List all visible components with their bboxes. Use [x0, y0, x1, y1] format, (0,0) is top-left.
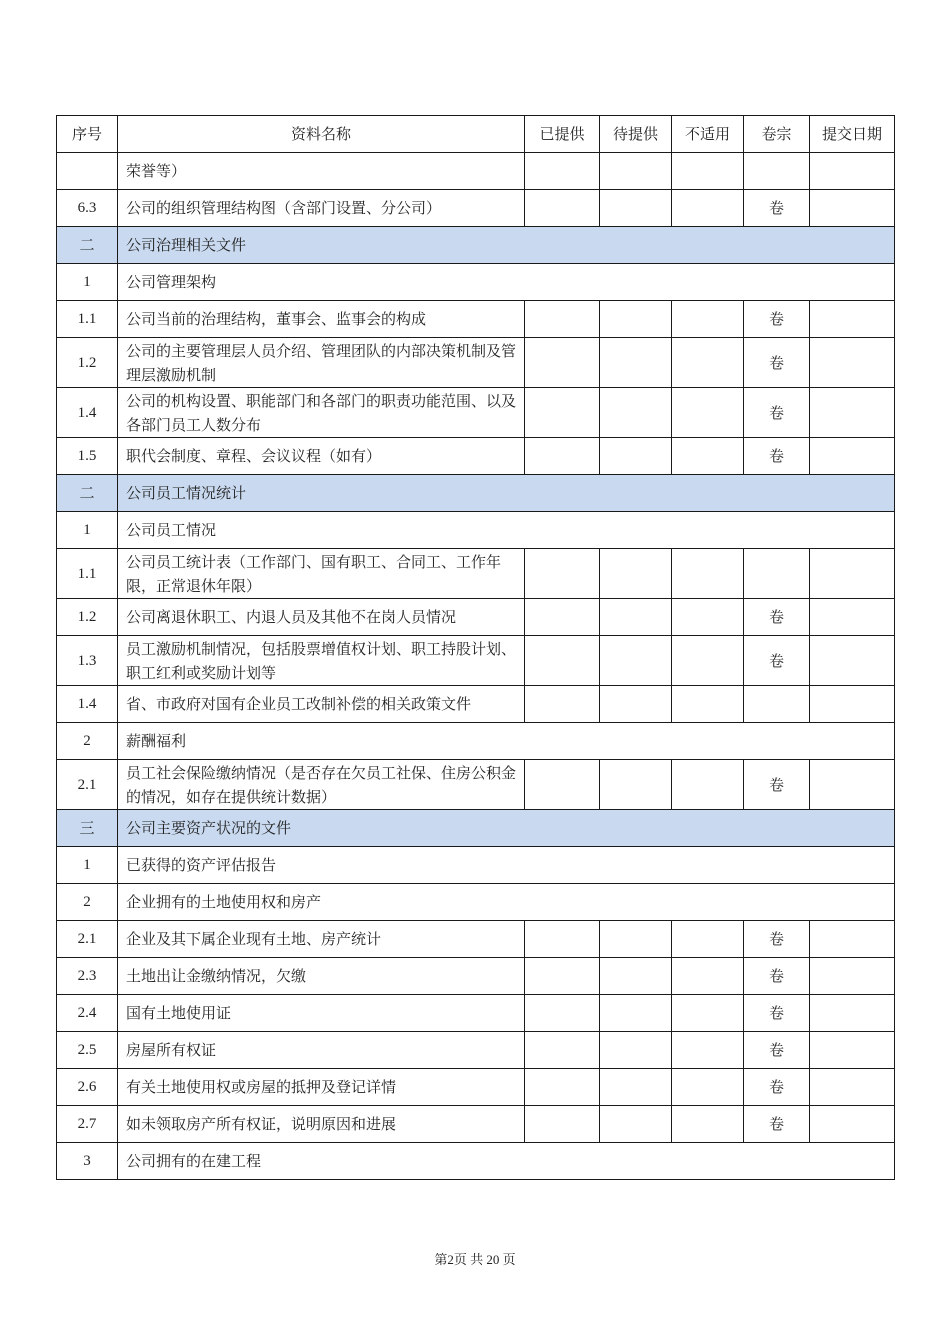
dossier-mark: 卷 — [744, 1032, 810, 1069]
dossier-mark: 卷 — [744, 1069, 810, 1106]
group-title: 已获得的资产评估报告 — [118, 847, 895, 884]
section-number: 三 — [57, 810, 118, 847]
section-number: 二 — [57, 475, 118, 512]
submit-date-cell — [810, 1069, 895, 1106]
section-header-row — [57, 227, 895, 264]
not-applicable-cell — [672, 686, 744, 723]
provided-cell — [525, 438, 600, 475]
table-row — [57, 438, 895, 475]
section-number: 二 — [57, 227, 118, 264]
table-row — [57, 958, 895, 995]
item-number: 2.1 — [57, 760, 118, 810]
dossier-mark: 卷 — [744, 760, 810, 810]
submit-date-cell — [810, 388, 895, 438]
item-name: 房屋所有权证 — [118, 1032, 525, 1069]
pending-cell — [600, 1069, 672, 1106]
group-number: 1 — [57, 847, 118, 884]
table-row — [57, 760, 895, 810]
table-row — [57, 301, 895, 338]
table-row — [57, 549, 895, 599]
group-number: 1 — [57, 512, 118, 549]
not-applicable-cell — [672, 1032, 744, 1069]
item-number: 2.4 — [57, 995, 118, 1032]
pending-cell — [600, 599, 672, 636]
item-number: 1.2 — [57, 338, 118, 388]
submit-date-cell — [810, 995, 895, 1032]
item-number: 2.6 — [57, 1069, 118, 1106]
not-applicable-cell — [672, 301, 744, 338]
group-row — [57, 512, 895, 549]
dossier-mark: 卷 — [744, 388, 810, 438]
item-name: 公司的组织管理结构图（含部门设置、分公司） — [118, 190, 525, 227]
item-name: 员工社会保险缴纳情况（是否存在欠员工社保、住房公积金的情况，如存在提供统计数据） — [118, 760, 525, 810]
dossier-mark: 卷 — [744, 995, 810, 1032]
item-name: 职代会制度、章程、会议议程（如有） — [118, 438, 525, 475]
item-name: 公司员工统计表（工作部门、国有职工、合同工、工作年限，正常退休年限） — [118, 549, 525, 599]
not-applicable-cell — [672, 958, 744, 995]
item-name: 公司的主要管理层人员介绍、管理团队的内部决策机制及管理层激励机制 — [118, 338, 525, 388]
not-applicable-cell — [672, 995, 744, 1032]
provided-cell — [525, 301, 600, 338]
pending-cell — [600, 958, 672, 995]
table-row — [57, 921, 895, 958]
group-title: 公司管理架构 — [118, 264, 895, 301]
dossier-mark: 卷 — [744, 338, 810, 388]
item-number: 2.1 — [57, 921, 118, 958]
item-number: 1.1 — [57, 301, 118, 338]
not-applicable-cell — [672, 338, 744, 388]
pending-cell — [600, 388, 672, 438]
item-number: 1.2 — [57, 599, 118, 636]
item-name: 员工激励机制情况，包括股票增值权计划、职工持股计划、职工红利或奖励计划等 — [118, 636, 525, 686]
pending-cell — [600, 636, 672, 686]
provided-cell — [525, 599, 600, 636]
not-applicable-cell — [672, 438, 744, 475]
item-name: 省、市政府对国有企业员工改制补偿的相关政策文件 — [118, 686, 525, 723]
group-number: 3 — [57, 1143, 118, 1180]
not-applicable-cell — [672, 599, 744, 636]
submit-date-cell — [810, 1106, 895, 1143]
table-row — [57, 636, 895, 686]
item-name: 土地出让金缴纳情况，欠缴 — [118, 958, 525, 995]
item-name: 公司离退休职工、内退人员及其他不在岗人员情况 — [118, 599, 525, 636]
not-applicable-cell — [672, 760, 744, 810]
group-title: 公司员工情况 — [118, 512, 895, 549]
table-row — [57, 599, 895, 636]
pending-cell — [600, 190, 672, 227]
dossier-mark: 卷 — [744, 599, 810, 636]
header-submit-date: 提交日期 — [810, 116, 895, 153]
provided-cell — [525, 921, 600, 958]
header-dossier: 卷宗 — [744, 116, 810, 153]
item-name: 国有土地使用证 — [118, 995, 525, 1032]
item-number: 2.5 — [57, 1032, 118, 1069]
dossier-mark: 卷 — [744, 438, 810, 475]
table-row — [57, 686, 895, 723]
pending-cell — [600, 338, 672, 388]
header-provided: 已提供 — [525, 116, 600, 153]
pending-cell — [600, 921, 672, 958]
header-pending: 待提供 — [600, 116, 672, 153]
page-footer: 第2页 共 20 页 — [434, 1252, 516, 1267]
item-number: 2.7 — [57, 1106, 118, 1143]
pending-cell — [600, 1032, 672, 1069]
submit-date-cell — [810, 338, 895, 388]
item-name: 企业及其下属企业现有土地、房产统计 — [118, 921, 525, 958]
not-applicable-cell — [672, 153, 744, 190]
submit-date-cell — [810, 599, 895, 636]
pending-cell — [600, 995, 672, 1032]
submit-date-cell — [810, 636, 895, 686]
pending-cell — [600, 760, 672, 810]
pending-cell — [600, 549, 672, 599]
table-row — [57, 1106, 895, 1143]
dossier-mark: 卷 — [744, 301, 810, 338]
provided-cell — [525, 958, 600, 995]
pending-cell — [600, 301, 672, 338]
item-number: 1.5 — [57, 438, 118, 475]
not-applicable-cell — [672, 388, 744, 438]
submit-date-cell — [810, 549, 895, 599]
provided-cell — [525, 388, 600, 438]
group-row — [57, 884, 895, 921]
group-number: 2 — [57, 723, 118, 760]
header-name: 资料名称 — [118, 116, 525, 153]
provided-cell — [525, 190, 600, 227]
not-applicable-cell — [672, 1106, 744, 1143]
group-row — [57, 723, 895, 760]
provided-cell — [525, 995, 600, 1032]
provided-cell — [525, 1069, 600, 1106]
section-title: 公司员工情况统计 — [118, 475, 895, 512]
submit-date-cell — [810, 686, 895, 723]
group-title: 公司拥有的在建工程 — [118, 1143, 895, 1180]
provided-cell — [525, 760, 600, 810]
not-applicable-cell — [672, 636, 744, 686]
header-not-applicable: 不适用 — [672, 116, 744, 153]
dossier-mark: 卷 — [744, 636, 810, 686]
group-number: 2 — [57, 884, 118, 921]
group-title: 薪酬福利 — [118, 723, 895, 760]
document-checklist-table — [56, 115, 895, 1180]
pending-cell — [600, 686, 672, 723]
dossier-mark: 卷 — [744, 1106, 810, 1143]
submit-date-cell — [810, 153, 895, 190]
item-number — [57, 153, 118, 190]
item-number: 1.4 — [57, 388, 118, 438]
section-header-row — [57, 475, 895, 512]
table-row — [57, 190, 895, 227]
table-row — [57, 388, 895, 438]
item-number: 1.1 — [57, 549, 118, 599]
group-row — [57, 847, 895, 884]
item-number: 1.4 — [57, 686, 118, 723]
item-name: 如未领取房产所有权证，说明原因和进展 — [118, 1106, 525, 1143]
item-name: 有关土地使用权或房屋的抵押及登记详情 — [118, 1069, 525, 1106]
submit-date-cell — [810, 958, 895, 995]
group-number: 1 — [57, 264, 118, 301]
submit-date-cell — [810, 760, 895, 810]
not-applicable-cell — [672, 549, 744, 599]
dossier-mark: 卷 — [744, 190, 810, 227]
group-row — [57, 264, 895, 301]
provided-cell — [525, 636, 600, 686]
dossier-mark — [744, 153, 810, 190]
submit-date-cell — [810, 921, 895, 958]
group-row — [57, 1143, 895, 1180]
not-applicable-cell — [672, 1069, 744, 1106]
table-header-row — [57, 116, 895, 153]
provided-cell — [525, 153, 600, 190]
item-number: 2.3 — [57, 958, 118, 995]
dossier-mark — [744, 686, 810, 723]
submit-date-cell — [810, 301, 895, 338]
item-number: 1.3 — [57, 636, 118, 686]
table-row — [57, 338, 895, 388]
item-name: 公司的机构设置、职能部门和各部门的职责功能范围、以及各部门员工人数分布 — [118, 388, 525, 438]
provided-cell — [525, 549, 600, 599]
header-seq: 序号 — [57, 116, 118, 153]
group-title: 企业拥有的土地使用权和房产 — [118, 884, 895, 921]
section-header-row — [57, 810, 895, 847]
submit-date-cell — [810, 438, 895, 475]
submit-date-cell — [810, 1032, 895, 1069]
table-row — [57, 995, 895, 1032]
provided-cell — [525, 1106, 600, 1143]
provided-cell — [525, 338, 600, 388]
table-row — [57, 1032, 895, 1069]
table-body — [57, 153, 895, 1180]
provided-cell — [525, 686, 600, 723]
table-row — [57, 1069, 895, 1106]
pending-cell — [600, 1106, 672, 1143]
dossier-mark — [744, 549, 810, 599]
submit-date-cell — [810, 190, 895, 227]
section-title: 公司主要资产状况的文件 — [118, 810, 895, 847]
pending-cell — [600, 438, 672, 475]
section-title: 公司治理相关文件 — [118, 227, 895, 264]
not-applicable-cell — [672, 921, 744, 958]
item-number: 6.3 — [57, 190, 118, 227]
pending-cell — [600, 153, 672, 190]
table-row — [57, 153, 895, 190]
item-name: 公司当前的治理结构，董事会、监事会的构成 — [118, 301, 525, 338]
not-applicable-cell — [672, 190, 744, 227]
provided-cell — [525, 1032, 600, 1069]
item-name: 荣誉等） — [118, 153, 525, 190]
dossier-mark: 卷 — [744, 958, 810, 995]
dossier-mark: 卷 — [744, 921, 810, 958]
